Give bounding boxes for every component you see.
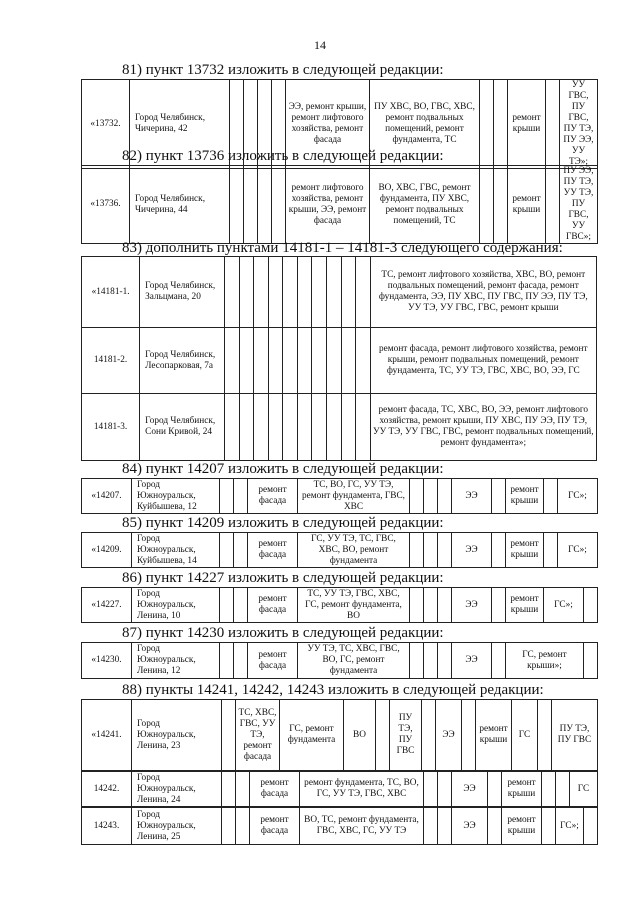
- empty-cell: [492, 588, 506, 623]
- empty-cell: [438, 808, 452, 845]
- works-cell: ГС»;: [558, 479, 598, 514]
- heading-85: 85) пункт 14209 изложить в следующей редакции:: [122, 515, 444, 531]
- works-cell: ЭЭ: [436, 700, 462, 771]
- works-cell: ремонт фасада, ремонт лифтового хозяйства, ремонт крыши, ремонт подвальных помещений, ремонт фундамента, ТС, УУ ТЭ, ГВС, ХВС, ВО, ЭЭ, ГС: [370, 328, 596, 394]
- table-row: [82, 588, 598, 623]
- works-cell: ремонт крыши: [506, 533, 544, 568]
- empty-cell: [542, 808, 556, 845]
- table-14243: [81, 807, 598, 845]
- empty-cell: [268, 257, 283, 328]
- works-cell: ТС, УУ ТЭ, ГВС, ХВС, ГС, ремонт фундамента, ВО: [298, 588, 410, 623]
- page-number: 14: [314, 38, 326, 52]
- empty-cell: [410, 479, 424, 514]
- works-cell: ремонт фасада: [248, 533, 298, 568]
- empty-cell: [438, 643, 452, 679]
- works-cell: ремонт крыши: [508, 166, 546, 244]
- table-14209: [81, 532, 598, 568]
- empty-cell: [222, 808, 236, 845]
- empty-cell: [234, 643, 248, 679]
- empty-cell: [230, 166, 244, 244]
- empty-cell: [424, 808, 438, 845]
- address: Город Челябинск, Чичерина, 44: [130, 166, 230, 244]
- empty-cell: [254, 257, 269, 328]
- empty-cell: [258, 166, 272, 244]
- empty-cell: [356, 257, 371, 328]
- empty-cell: [356, 328, 371, 394]
- empty-cell: [312, 257, 327, 328]
- empty-cell: [225, 328, 240, 394]
- empty-cell: [239, 328, 254, 394]
- empty-cell: [327, 394, 342, 461]
- table-13736: [81, 165, 598, 244]
- address: Город Челябинск, Лесопарковая, 7а: [140, 328, 225, 394]
- works-cell: ремонт крыши: [506, 588, 544, 623]
- address: Город Челябинск, Сони Кривой, 24: [140, 394, 225, 461]
- works-cell: ЭЭ: [452, 772, 488, 807]
- heading-88: 88) пункты 14241, 14242, 14243 изложить в следующей редакции:: [122, 682, 544, 698]
- empty-cell: [488, 808, 502, 845]
- table-14230: [81, 642, 598, 679]
- empty-cell: [297, 257, 312, 328]
- works-cell: ремонт крыши: [502, 808, 542, 845]
- empty-cell: [492, 643, 506, 679]
- item-number: 14181-2.: [82, 328, 140, 394]
- address: Город Южноуральск, Куйбышева, 14: [132, 533, 220, 568]
- empty-cell: [584, 808, 598, 845]
- works-cell: ЭЭ: [452, 533, 492, 568]
- table-14181: [81, 256, 597, 461]
- empty-cell: [236, 808, 250, 845]
- item-number: 14242.: [82, 772, 132, 807]
- empty-cell: [462, 700, 476, 771]
- empty-cell: [546, 166, 560, 244]
- table-row: [82, 533, 598, 568]
- empty-cell: [410, 643, 424, 679]
- empty-cell: [268, 394, 283, 461]
- table-row: [82, 479, 598, 514]
- table-row: [82, 700, 598, 771]
- address: Город Южноуральск, Ленина, 24: [132, 772, 222, 807]
- empty-cell: [312, 328, 327, 394]
- works-cell: ремонт крыши: [502, 772, 542, 807]
- empty-cell: [268, 328, 283, 394]
- heading-81: 81) пункт 13732 изложить в следующей редакции:: [122, 62, 444, 78]
- item-number: 14243.: [82, 808, 132, 845]
- address: Город Южноуральск, Куйбышева, 12: [132, 479, 220, 514]
- works-cell: ремонт крыши: [508, 80, 546, 169]
- empty-cell: [492, 533, 506, 568]
- works-cell: ТС, ВО, ГС, УУ ТЭ, ремонт фундамента, ГВС, ХВС: [298, 479, 410, 514]
- address: Город Челябинск, Зальцмана, 20: [140, 257, 225, 328]
- item-number: «14241.: [82, 700, 132, 771]
- works-cell: ремонт фасада: [248, 588, 298, 623]
- empty-cell: [220, 588, 234, 623]
- empty-cell: [283, 394, 298, 461]
- empty-cell: [341, 394, 356, 461]
- address: Город Челябинск, Чичерина, 42: [130, 80, 230, 169]
- empty-cell: [254, 328, 269, 394]
- empty-cell: [356, 394, 371, 461]
- empty-cell: [297, 394, 312, 461]
- works-cell: ВО, ХВС, ГВС, ремонт фундамента, ПУ ХВС, ремонт подвальных помещений, ТС: [370, 166, 480, 244]
- empty-cell: [438, 772, 452, 807]
- works-cell: ТС, ХВС, ГВС, УУ ТЭ, ремонт фасада: [236, 700, 280, 771]
- table-row: [82, 257, 597, 328]
- empty-cell: [234, 588, 248, 623]
- empty-cell: [239, 394, 254, 461]
- works-cell: ПУ ТЭ, ПУ ГВС: [552, 700, 598, 771]
- empty-cell: [542, 772, 556, 807]
- empty-cell: [494, 166, 508, 244]
- table-row: [82, 772, 598, 807]
- works-cell: ремонт фасада: [250, 808, 300, 845]
- works-cell: ЭЭ, ремонт крыши, ремонт лифтового хозяйства, ремонт фасада: [286, 80, 370, 169]
- works-cell: ремонт фасада: [250, 772, 300, 807]
- empty-cell: [546, 80, 560, 169]
- empty-cell: [254, 394, 269, 461]
- address: Город Южноуральск, Ленина, 10: [132, 588, 220, 623]
- empty-cell: [410, 588, 424, 623]
- works-cell: ВО: [344, 700, 376, 771]
- empty-cell: [480, 80, 494, 169]
- empty-cell: [424, 479, 438, 514]
- works-cell: ПУ ТЭ, ПУ ГВС: [390, 700, 422, 771]
- empty-cell: [556, 772, 570, 807]
- works-cell: ремонт фасада: [248, 643, 298, 679]
- empty-cell: [312, 394, 327, 461]
- works-cell: ремонт фасада, ТС, ХВС, ВО, ЭЭ, ремонт лифтового хозяйства, ремонт крыши, ПУ ХВС, ПУ ЭЭ, ПУ ТЭ, УУ ТЭ, УУ ГВС, ГВС, ремонт подвальных помещений, ремонт фундамента»;: [370, 394, 596, 461]
- empty-cell: [220, 479, 234, 514]
- heading-84: 84) пункт 14207 изложить в следующей редакции:: [122, 461, 444, 477]
- works-cell: ПУ ХВС, ВО, ГВС, ХВС, ремонт подвальных помещений, ремонт фундамента, ТС: [370, 80, 480, 169]
- empty-cell: [492, 479, 506, 514]
- heading-86: 86) пункт 14227 изложить в следующей редакции:: [122, 570, 444, 586]
- empty-cell: [220, 533, 234, 568]
- empty-cell: [438, 588, 452, 623]
- works-cell: ВО, ТС, ремонт фундамента, ГВС, ХВС, ГС, УУ ТЭ: [300, 808, 424, 845]
- works-cell: ГС»;: [544, 588, 584, 623]
- table-row: [82, 394, 597, 461]
- empty-cell: [220, 643, 234, 679]
- item-number: «13736.: [82, 166, 130, 244]
- empty-cell: [327, 328, 342, 394]
- empty-cell: [480, 166, 494, 244]
- item-number: 14181-3.: [82, 394, 140, 461]
- item-number: «14207.: [82, 479, 132, 514]
- empty-cell: [544, 533, 558, 568]
- works-cell: ГС: [570, 772, 598, 807]
- works-cell: ЭЭ: [452, 643, 492, 679]
- empty-cell: [494, 80, 508, 169]
- empty-cell: [422, 700, 436, 771]
- works-cell: ПУ ЭЭ, ПУ ТЭ, УУ ТЭ, ПУ ГВС, УУ ГВС»;: [560, 166, 598, 244]
- table-14227: [81, 587, 598, 623]
- works-cell: ремонт лифтового хозяйства, ремонт крыши, ЭЭ, ремонт фасада: [286, 166, 370, 244]
- heading-87: 87) пункт 14230 изложить в следующей редакции:: [122, 625, 444, 641]
- empty-cell: [272, 166, 286, 244]
- empty-cell: [424, 588, 438, 623]
- empty-cell: [376, 700, 390, 771]
- empty-cell: [341, 328, 356, 394]
- address: Город Южноуральск, Ленина, 25: [132, 808, 222, 845]
- empty-cell: [424, 643, 438, 679]
- works-cell: ремонт крыши: [476, 700, 512, 771]
- table-14242: [81, 771, 598, 807]
- item-number: «14227.: [82, 588, 132, 623]
- empty-cell: [234, 533, 248, 568]
- empty-cell: [438, 479, 452, 514]
- works-cell: УУ ГВС, ПУ ГВС, ПУ ТЭ, ПУ ЭЭ, УУ ТЭ»;: [560, 80, 598, 169]
- works-cell: ремонт фасада: [248, 479, 298, 514]
- empty-cell: [410, 533, 424, 568]
- works-cell: ЭЭ: [452, 588, 492, 623]
- table-row: [82, 328, 597, 394]
- works-cell: ГС, ремонт крыши»;: [506, 643, 584, 679]
- empty-cell: [225, 257, 240, 328]
- works-cell: ГС, ремонт фундамента: [280, 700, 344, 771]
- table-row: [82, 643, 598, 679]
- empty-cell: [584, 643, 598, 679]
- empty-cell: [222, 772, 236, 807]
- empty-cell: [225, 394, 240, 461]
- item-number: «14181-1.: [82, 257, 140, 328]
- item-number: «14230.: [82, 643, 132, 679]
- empty-cell: [544, 479, 558, 514]
- empty-cell: [283, 328, 298, 394]
- works-cell: ГС»;: [558, 533, 598, 568]
- works-cell: УУ ТЭ, ТС, ХВС, ГВС, ВО, ГС, ремонт фундамента: [298, 643, 410, 679]
- works-cell: ТС, ремонт лифтового хозяйства, ХВС, ВО, ремонт подвальных помещений, ремонт фасада, ремонт фундамента, ЭЭ, ПУ ХВС, ПУ ГВС, ПУ ЭЭ, ПУ ТЭ, УУ ТЭ, УУ ГВС, ГВС, ремонт крыши: [370, 257, 596, 328]
- address: Город Южноуральск, Ленина, 12: [132, 643, 220, 679]
- empty-cell: [239, 257, 254, 328]
- item-number: «13732.: [82, 80, 130, 169]
- table-14207: [81, 478, 598, 514]
- empty-cell: [244, 166, 258, 244]
- works-cell: ремонт крыши: [506, 479, 544, 514]
- works-cell: ГС»;: [556, 808, 584, 845]
- empty-cell: [327, 257, 342, 328]
- empty-cell: [222, 700, 236, 771]
- empty-cell: [424, 533, 438, 568]
- empty-cell: [584, 588, 598, 623]
- heading-82: 82) пункт 13736 изложить в следующей редакции:: [122, 148, 444, 164]
- empty-cell: [234, 479, 248, 514]
- address: Город Южноуральск, Ленина, 23: [132, 700, 222, 771]
- empty-cell: [341, 257, 356, 328]
- empty-cell: [236, 772, 250, 807]
- table-14241: [81, 699, 598, 771]
- works-cell: ГС: [512, 700, 538, 771]
- empty-cell: [424, 772, 438, 807]
- heading-83: 83) дополнить пунктами 14181-1 – 14181-3 следующего содержания:: [122, 240, 563, 256]
- works-cell: ЭЭ: [452, 479, 492, 514]
- item-number: «14209.: [82, 533, 132, 568]
- empty-cell: [283, 257, 298, 328]
- works-cell: ЭЭ: [452, 808, 488, 845]
- works-cell: ремонт фундамента, ТС, ВО, ГС, УУ ТЭ, ГВС, ХВС: [300, 772, 424, 807]
- empty-cell: [438, 533, 452, 568]
- empty-cell: [538, 700, 552, 771]
- empty-cell: [297, 328, 312, 394]
- table-row: [82, 166, 598, 244]
- empty-cell: [488, 772, 502, 807]
- table-row: [82, 808, 598, 845]
- works-cell: ГС, УУ ТЭ, ТС, ГВС, ХВС, ВО, ремонт фундамента: [298, 533, 410, 568]
